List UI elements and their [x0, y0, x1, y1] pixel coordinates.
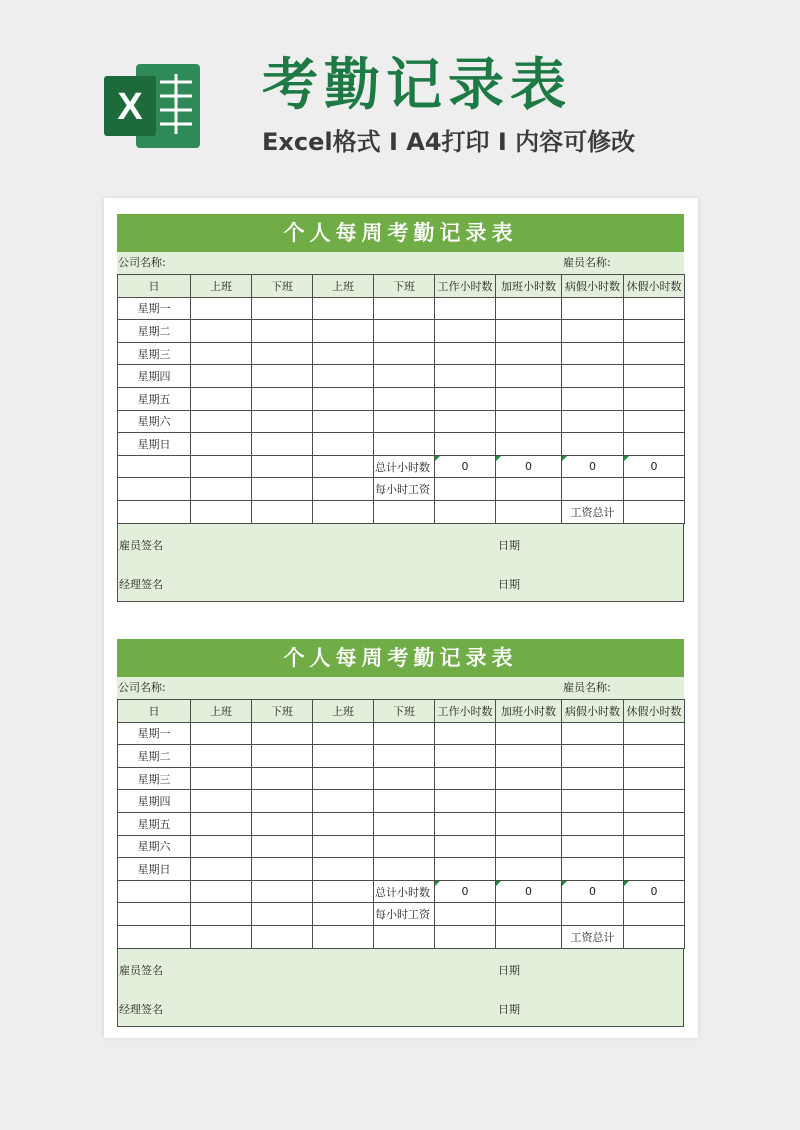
cell[interactable]	[562, 320, 624, 343]
cell[interactable]	[624, 320, 685, 343]
cell[interactable]	[118, 925, 191, 948]
cell[interactable]	[191, 880, 252, 903]
cell[interactable]	[252, 880, 313, 903]
table-row	[118, 858, 685, 881]
cell[interactable]	[562, 410, 624, 433]
table-row	[118, 790, 685, 813]
cell[interactable]	[191, 858, 252, 881]
cell[interactable]	[435, 835, 496, 858]
cell[interactable]	[313, 455, 374, 478]
header	[0, 0, 800, 190]
employee-name-label: 雇员名称:	[563, 256, 611, 269]
cell[interactable]	[435, 387, 496, 410]
company-name-label: 公司名称:	[118, 256, 166, 269]
cell[interactable]	[313, 297, 374, 320]
cell[interactable]	[374, 500, 435, 523]
cell[interactable]	[191, 297, 252, 320]
cell[interactable]	[435, 478, 496, 501]
cell[interactable]	[624, 478, 685, 501]
table-row	[118, 365, 685, 388]
table-header-row	[118, 275, 685, 298]
column-header: 上班	[191, 700, 252, 723]
cell[interactable]	[374, 835, 435, 858]
cell[interactable]	[313, 410, 374, 433]
day-label: 星期四	[118, 365, 191, 388]
wage-total-label: 工资总计	[562, 925, 624, 948]
cell[interactable]	[435, 342, 496, 365]
cell[interactable]	[624, 722, 685, 745]
cell[interactable]	[191, 387, 252, 410]
cell[interactable]	[252, 455, 313, 478]
cell[interactable]	[496, 745, 562, 768]
cell[interactable]	[562, 387, 624, 410]
logo-letter: X	[117, 86, 143, 128]
column-header: 下班	[252, 275, 313, 298]
attendance-sheet-2	[117, 639, 684, 1027]
cell[interactable]	[313, 342, 374, 365]
cell[interactable]	[496, 812, 562, 835]
cell[interactable]	[252, 858, 313, 881]
total-sick-hours[interactable]: 0	[562, 880, 624, 903]
column-header: 上班	[191, 275, 252, 298]
column-header: 工作小时数	[435, 275, 496, 298]
cell[interactable]	[496, 320, 562, 343]
cell[interactable]	[374, 387, 435, 410]
cell[interactable]	[313, 880, 374, 903]
cell[interactable]	[435, 410, 496, 433]
total-overtime-hours[interactable]: 0	[496, 880, 562, 903]
hourly-wage-label: 每小时工资	[374, 478, 435, 501]
column-header: 工作小时数	[435, 700, 496, 723]
cell[interactable]	[252, 433, 313, 456]
table-row	[118, 433, 685, 456]
cell[interactable]	[374, 745, 435, 768]
table-row	[118, 835, 685, 858]
total-hours-label: 总计小时数	[374, 880, 435, 903]
cell[interactable]	[562, 903, 624, 926]
cell[interactable]	[624, 790, 685, 813]
column-header: 休假小时数	[624, 700, 685, 723]
day-label: 星期三	[118, 767, 191, 790]
cell[interactable]	[252, 767, 313, 790]
cell[interactable]	[624, 745, 685, 768]
total-sick-hours[interactable]: 0	[562, 455, 624, 478]
cell[interactable]	[191, 903, 252, 926]
cell[interactable]	[562, 478, 624, 501]
cell[interactable]	[374, 433, 435, 456]
cell[interactable]	[374, 365, 435, 388]
cell[interactable]	[252, 903, 313, 926]
company-name-label: 公司名称:	[118, 681, 166, 694]
page-subtitle: Excel格式 Ⅰ A4打印 Ⅰ 内容可修改	[262, 128, 636, 156]
table-row	[118, 297, 685, 320]
cell[interactable]	[496, 767, 562, 790]
day-label: 星期日	[118, 433, 191, 456]
cell[interactable]	[624, 767, 685, 790]
cell[interactable]	[624, 812, 685, 835]
wage-total-value[interactable]	[624, 925, 685, 948]
cell[interactable]	[562, 365, 624, 388]
cell[interactable]	[252, 365, 313, 388]
cell[interactable]	[435, 903, 496, 926]
cell[interactable]	[118, 903, 191, 926]
day-label: 星期一	[118, 722, 191, 745]
column-header: 日	[118, 700, 191, 723]
info-row	[117, 677, 684, 699]
cell[interactable]	[313, 745, 374, 768]
total-hours-row	[118, 880, 685, 903]
day-label: 星期二	[118, 320, 191, 343]
cell[interactable]	[252, 342, 313, 365]
cell[interactable]	[562, 858, 624, 881]
cell[interactable]	[435, 790, 496, 813]
cell[interactable]	[624, 387, 685, 410]
table-row	[118, 722, 685, 745]
cell[interactable]	[313, 925, 374, 948]
table-row	[118, 745, 685, 768]
cell[interactable]	[374, 722, 435, 745]
cell[interactable]	[496, 722, 562, 745]
cell[interactable]	[624, 835, 685, 858]
total-hours-row	[118, 455, 685, 478]
manager-signature-label: 经理签名	[119, 577, 163, 591]
cell[interactable]	[252, 387, 313, 410]
cell[interactable]	[374, 767, 435, 790]
cell[interactable]	[191, 478, 252, 501]
column-header: 上班	[313, 275, 374, 298]
cell[interactable]	[624, 297, 685, 320]
cell[interactable]	[374, 858, 435, 881]
cell[interactable]	[374, 297, 435, 320]
cell[interactable]	[191, 925, 252, 948]
cell[interactable]	[313, 320, 374, 343]
employee-name-label: 雇员名称:	[563, 681, 611, 694]
cell[interactable]	[252, 297, 313, 320]
cell[interactable]	[562, 433, 624, 456]
cell[interactable]	[252, 925, 313, 948]
day-label: 星期六	[118, 410, 191, 433]
cell[interactable]	[191, 342, 252, 365]
cell[interactable]	[191, 320, 252, 343]
wage-total-row	[118, 500, 685, 523]
day-label: 星期五	[118, 387, 191, 410]
cell[interactable]	[313, 790, 374, 813]
cell[interactable]	[435, 433, 496, 456]
cell[interactable]	[496, 297, 562, 320]
cell[interactable]	[496, 790, 562, 813]
cell[interactable]	[435, 320, 496, 343]
cell[interactable]	[562, 722, 624, 745]
cell[interactable]	[435, 925, 496, 948]
cell[interactable]	[313, 478, 374, 501]
manager-signature-label: 经理签名	[119, 1002, 163, 1016]
cell[interactable]	[374, 790, 435, 813]
info-row	[117, 252, 684, 274]
cell[interactable]	[374, 410, 435, 433]
cell[interactable]	[252, 835, 313, 858]
total-overtime-hours[interactable]: 0	[496, 455, 562, 478]
column-header: 下班	[252, 700, 313, 723]
cell[interactable]	[252, 812, 313, 835]
cell[interactable]	[118, 478, 191, 501]
cell[interactable]	[118, 500, 191, 523]
cell[interactable]	[191, 365, 252, 388]
cell[interactable]	[435, 500, 496, 523]
cell[interactable]	[496, 433, 562, 456]
cell[interactable]	[191, 433, 252, 456]
cell[interactable]	[496, 478, 562, 501]
employee-signature-label: 雇员签名	[119, 538, 163, 552]
cell[interactable]	[374, 812, 435, 835]
cell[interactable]	[191, 722, 252, 745]
signature-section	[117, 949, 684, 1027]
column-header: 休假小时数	[624, 275, 685, 298]
day-label: 星期五	[118, 812, 191, 835]
total-work-hours[interactable]: 0	[435, 880, 496, 903]
day-label: 星期日	[118, 858, 191, 881]
cell[interactable]	[435, 858, 496, 881]
total-vacation-hours[interactable]: 0	[624, 455, 685, 478]
cell[interactable]	[118, 455, 191, 478]
cell[interactable]	[435, 722, 496, 745]
attendance-table	[117, 274, 685, 524]
hourly-wage-label: 每小时工资	[374, 903, 435, 926]
cell[interactable]	[374, 320, 435, 343]
cell[interactable]	[252, 410, 313, 433]
cell[interactable]	[313, 903, 374, 926]
cell[interactable]	[496, 365, 562, 388]
cell[interactable]	[191, 790, 252, 813]
cell[interactable]	[313, 365, 374, 388]
table-row	[118, 320, 685, 343]
cell[interactable]	[496, 342, 562, 365]
cell[interactable]	[313, 858, 374, 881]
attendance-sheet-1	[117, 214, 684, 602]
cell[interactable]	[435, 812, 496, 835]
table-row	[118, 410, 685, 433]
employee-signature-label: 雇员签名	[119, 963, 163, 977]
employee-date-label: 日期	[498, 963, 520, 977]
cell[interactable]	[562, 745, 624, 768]
cell[interactable]	[191, 410, 252, 433]
cell[interactable]	[191, 835, 252, 858]
cell[interactable]	[624, 858, 685, 881]
cell[interactable]	[496, 410, 562, 433]
cell[interactable]	[313, 387, 374, 410]
cell[interactable]	[191, 767, 252, 790]
cell[interactable]	[562, 767, 624, 790]
day-label: 星期四	[118, 790, 191, 813]
cell[interactable]	[624, 433, 685, 456]
cell[interactable]	[496, 925, 562, 948]
cell[interactable]	[252, 722, 313, 745]
column-header: 上班	[313, 700, 374, 723]
column-header: 下班	[374, 275, 435, 298]
table-header-row	[118, 700, 685, 723]
cell[interactable]	[496, 858, 562, 881]
cell[interactable]	[435, 767, 496, 790]
table-row	[118, 767, 685, 790]
employee-date-label: 日期	[498, 538, 520, 552]
cell[interactable]	[313, 722, 374, 745]
table-row	[118, 812, 685, 835]
cell[interactable]	[435, 297, 496, 320]
hourly-wage-row	[118, 903, 685, 926]
cell[interactable]	[191, 745, 252, 768]
day-label: 星期六	[118, 835, 191, 858]
total-hours-label: 总计小时数	[374, 455, 435, 478]
manager-date-label: 日期	[498, 1002, 520, 1016]
cell[interactable]	[313, 767, 374, 790]
column-header: 日	[118, 275, 191, 298]
wage-total-row	[118, 925, 685, 948]
day-label: 星期二	[118, 745, 191, 768]
cell[interactable]	[496, 387, 562, 410]
cell[interactable]	[624, 410, 685, 433]
column-header: 加班小时数	[496, 700, 562, 723]
cell[interactable]	[624, 342, 685, 365]
cell[interactable]	[562, 835, 624, 858]
page-title: 考勤记录表	[262, 53, 572, 118]
column-header: 加班小时数	[496, 275, 562, 298]
cell[interactable]	[313, 500, 374, 523]
cell[interactable]	[496, 903, 562, 926]
cell[interactable]	[252, 500, 313, 523]
cell[interactable]	[374, 342, 435, 365]
signature-section	[117, 524, 684, 602]
cell[interactable]	[624, 365, 685, 388]
excel-logo-icon	[102, 54, 206, 158]
column-header: 病假小时数	[562, 700, 624, 723]
cell[interactable]	[562, 342, 624, 365]
cell[interactable]	[496, 835, 562, 858]
cell[interactable]	[313, 433, 374, 456]
cell[interactable]	[252, 790, 313, 813]
cell[interactable]	[496, 500, 562, 523]
cell[interactable]	[435, 365, 496, 388]
cell[interactable]	[562, 812, 624, 835]
attendance-table	[117, 699, 685, 949]
manager-date-label: 日期	[498, 577, 520, 591]
sheet-title: 个人每周考勤记录表	[117, 214, 684, 252]
wage-total-value[interactable]	[624, 500, 685, 523]
cell[interactable]	[562, 790, 624, 813]
cell[interactable]	[191, 812, 252, 835]
total-work-hours[interactable]: 0	[435, 455, 496, 478]
column-header: 下班	[374, 700, 435, 723]
cell[interactable]	[191, 455, 252, 478]
cell[interactable]	[374, 925, 435, 948]
total-vacation-hours[interactable]: 0	[624, 880, 685, 903]
cell[interactable]	[252, 745, 313, 768]
sheet-title: 个人每周考勤记录表	[117, 639, 684, 677]
cell[interactable]	[252, 320, 313, 343]
column-header: 病假小时数	[562, 275, 624, 298]
cell[interactable]	[624, 903, 685, 926]
hourly-wage-row	[118, 478, 685, 501]
table-row	[118, 342, 685, 365]
cell[interactable]	[435, 745, 496, 768]
wage-total-label: 工资总计	[562, 500, 624, 523]
cell[interactable]	[118, 880, 191, 903]
cell[interactable]	[191, 500, 252, 523]
table-row	[118, 387, 685, 410]
day-label: 星期三	[118, 342, 191, 365]
cell[interactable]	[313, 835, 374, 858]
day-label: 星期一	[118, 297, 191, 320]
cell[interactable]	[252, 478, 313, 501]
cell[interactable]	[313, 812, 374, 835]
cell[interactable]	[562, 297, 624, 320]
